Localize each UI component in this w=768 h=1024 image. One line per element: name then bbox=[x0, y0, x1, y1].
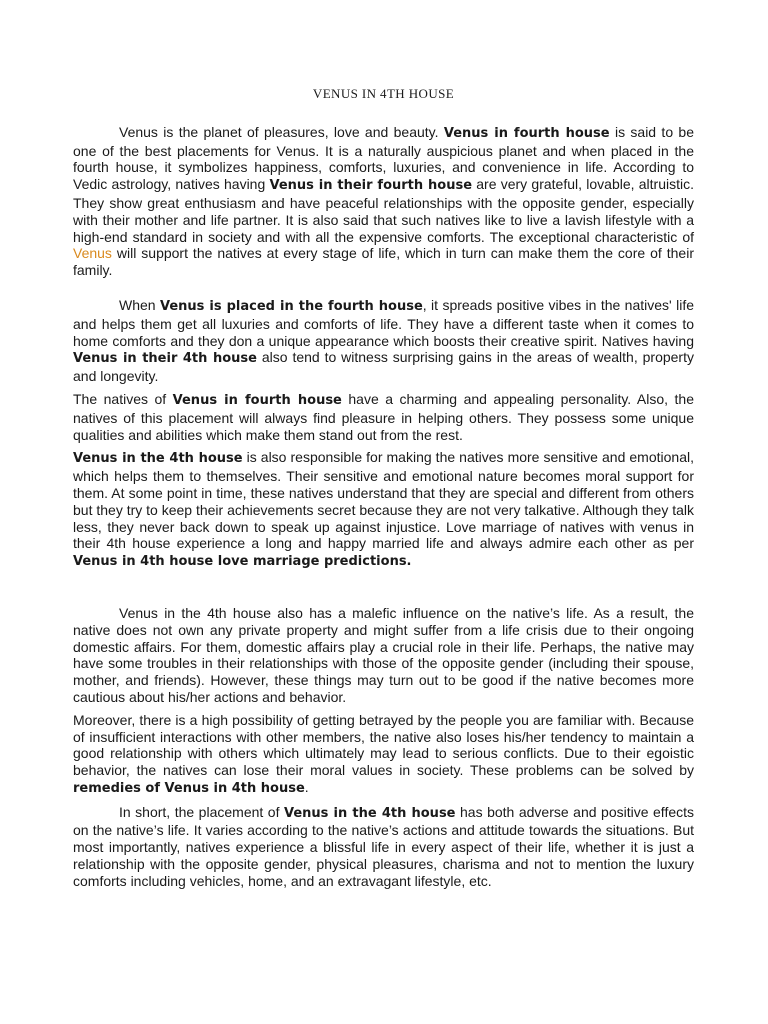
paragraph-3 bbox=[73, 391, 694, 443]
bold-text: Venus in fourth house bbox=[172, 392, 342, 408]
text: is said to be one of the best placements for Venus. It is a naturally auspicious planet and when placed in the fourth house, it symbolizes happiness, comforts, luxuries, and convenience in life. According to Vedic astrology, natives having bbox=[73, 123, 695, 193]
text: also tend to witness surprising gains in the areas of wealth, property and longevity. bbox=[73, 349, 694, 385]
text: In short, the placement of bbox=[119, 803, 284, 820]
bold-text: Venus in their fourth house bbox=[269, 178, 473, 194]
text: are very grateful, lovable, altruistic. They show great enthusiasm and have peaceful relationships with the opposite gender, especially with their mother and life partner. It is also said that such natives like to live a lavish lifestyle with a high-end standard in society and with all the expensive comforts. The exceptional characteristic of bbox=[73, 176, 694, 245]
text: Venus is the planet of pleasures, love and beauty. bbox=[119, 123, 444, 140]
paragraph-5 bbox=[73, 605, 694, 706]
paragraph-6 bbox=[73, 712, 694, 798]
bold-text: remedies of Venus in 4th house bbox=[73, 780, 305, 796]
document-page bbox=[73, 86, 694, 890]
text: is also responsible for making the natives more sensitive and emotional, which helps them to themselves. Their sensitive and emotional nature becomes moral support for them. At some point in time, these natives understand that they are special and different from others but they try to keep their achievements secret because they are not very talkative. Although they talk less, they never back down to speak up against injustice. Love marriage of natives with venus in their 4th house experience a long and happy married life and always admire each other as per bbox=[73, 449, 695, 552]
paragraph-4 bbox=[73, 449, 694, 571]
bold-text: Venus in 4th house love marriage predictions. bbox=[73, 554, 412, 570]
text: The natives of bbox=[73, 390, 173, 407]
text: have a charming and appealing personality. Also, the natives of this placement will always find pleasure in helping others. They possess some unique qualities and abilities which make them stand out from the rest. bbox=[73, 390, 694, 443]
venus-link[interactable]: Venus bbox=[73, 245, 112, 262]
text: Venus in the 4th house also has a malefic influence on the native’s life. As a result, the native does not own any private property and might suffer from a life crisis due to their ongoing domestic affairs. For them, domestic affairs play a crucial role in their life. Perhaps, the native may have some troubles in their relationships with those of the opposite gender (including their spouse, mother, and friends). However, these things may turn out to be good if the native becomes more cautious about his/her actions and behavior. bbox=[73, 604, 694, 705]
text: , it spreads positive vibes in the natives' life and helps them get all luxuries and comforts of life. They have a different taste when it comes to home comforts and they don a unique appearance which boosts their creative spirit. Natives having bbox=[73, 296, 694, 349]
bold-text: Venus in the 4th house bbox=[73, 451, 243, 467]
bold-text: Venus is placed in the fourth house bbox=[159, 298, 423, 314]
paragraph-7 bbox=[73, 804, 694, 890]
paragraph-1 bbox=[73, 124, 694, 279]
document-title: VENUS IN 4TH HOUSE bbox=[312, 86, 455, 101]
text: . bbox=[304, 778, 309, 795]
bold-text: Venus in their 4th house bbox=[73, 351, 257, 367]
bold-text: Venus in fourth house bbox=[443, 125, 610, 141]
text: has both adverse and positive effects on the native’s life. It varies according to the native’s actions and attitude towards the situations. But most importantly, natives experience a blissful life in every aspect of their life, whether it is just a relationship with the opposite gender, physical pleasures, charisma and not to mention the luxury comforts including vehicles, home, and an extravagant lifestyle, etc. bbox=[73, 803, 695, 889]
text: Moreover, there is a high possibility of getting betrayed by the people you are familiar with. Because of insufficient interactions with other members, the native also loses his/her tendency to maintain a good relationship with others which ultimately may lead to serious conflicts. Due to their egoistic behavior, the natives can lose their moral values in society. These problems can be solved by bbox=[73, 711, 694, 779]
bold-text: Venus in the 4th house bbox=[283, 805, 456, 821]
text: will support the natives at every stage of life, which in turn can make them the core of their family. bbox=[73, 245, 694, 279]
text: When bbox=[119, 296, 160, 313]
paragraph-2 bbox=[73, 297, 694, 385]
